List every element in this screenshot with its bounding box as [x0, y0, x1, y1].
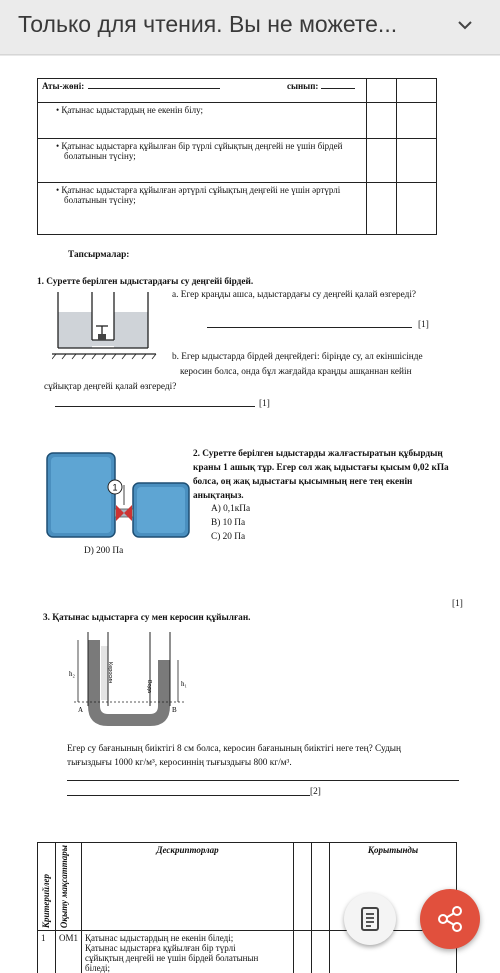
- chevron-down-icon[interactable]: [454, 14, 476, 36]
- row-code: OM1: [56, 931, 82, 973]
- share-icon: [436, 905, 464, 933]
- row-descriptors: Қатынас ыдыстардың не екенін біледі; Қатынас ыдыстарға құйылған бір түрлі сұйықтың деңгейі не үшін бірдей болатынын біледі;: [82, 931, 294, 973]
- banner-title: Только для чтения. Вы не можете...: [18, 11, 398, 37]
- read-only-banner: [0, 0, 500, 55]
- tasks-heading: Тапсырмалар:: [68, 250, 130, 260]
- criteria-header: Критерийлер: [38, 843, 56, 931]
- name-label: Аты-жөні:: [42, 81, 85, 91]
- kerosene-label: Керосин: [107, 662, 113, 684]
- points-header: Қорытынды: [330, 843, 457, 931]
- q2-line1: 2. Суретте берілген ыдыстарды жалғастыратын құбырдың: [193, 449, 443, 459]
- goal-1: • Қатынас ыдыстардың не екенін білу;: [38, 103, 367, 139]
- name-class-cell: [38, 79, 367, 103]
- q1a-score: [1]: [418, 320, 429, 330]
- criteria-table: [37, 842, 457, 973]
- class-label: сынып:: [286, 81, 319, 91]
- q1b-score: [1]: [259, 399, 270, 409]
- q1-title: 1. Суретте берілген ыдыстардағы су деңгейі бірдей.: [37, 277, 254, 287]
- point-b-label: B: [172, 706, 177, 714]
- water-label: Вода: [146, 680, 152, 693]
- point-a-label: A: [78, 706, 84, 714]
- answer-line-q1b: [55, 406, 255, 407]
- h2-label: h₂: [69, 670, 75, 678]
- header-table: [37, 78, 437, 235]
- q2-vessels-figure: [44, 447, 192, 545]
- q3-text-line2: тығыздығы 1000 кг/м³, керосиннің тығыздығы 800 кг/м³.: [67, 758, 292, 768]
- q2-option-a: A) 0,1кПа: [211, 504, 251, 514]
- q1-vessels-figure: [52, 290, 160, 360]
- q2-line2: краны 1 ашық тұр. Егер сол жақ ыдыстағы қысым 0,02 кПа: [193, 463, 449, 473]
- answer-line-q3a: [67, 780, 459, 781]
- q3-text-line1: Егер су бағанының биіктігі 8 см болса, керосин бағанының биіктігі неге тең? Судың: [67, 744, 402, 754]
- row-number: 1: [38, 931, 56, 973]
- q2-line4: анықтаңыз.: [193, 491, 244, 501]
- goal-2: • Қатынас ыдыстарға құйылған бір түрлі сұйықтың деңгейі не үшін бірдей болатынын түсіну;: [38, 139, 367, 183]
- answer-line-q1a: [207, 327, 412, 328]
- q1-part-b-line2: керосин болса, онда бұл жағдайда краңды ашқаннан кейін: [180, 367, 412, 377]
- share-button[interactable]: [420, 889, 480, 949]
- q2-option-d: D) 200 Па: [84, 546, 124, 556]
- q3-score: [2]: [310, 787, 321, 797]
- valve-label: 1: [112, 482, 118, 493]
- q3-title: 3. Қатынас ыдыстарға су мен керосин құйылған.: [43, 613, 251, 623]
- document-list-icon: [360, 907, 380, 931]
- q1-part-b-line1: b. Егер ыдыстарда бірдей деңгейдегі: біріңде су, ал екіншісінде: [172, 352, 423, 362]
- h1-label: h₁: [181, 680, 187, 688]
- q3-u-tube-figure: [64, 630, 194, 730]
- answer-line-q3b: [67, 795, 310, 796]
- q2-option-c: C) 20 Па: [211, 532, 246, 542]
- q1-part-b-line3: сұйықтар деңгейі қалай өзгереді?: [44, 382, 177, 392]
- q1-part-a: a. Егер краңды ашса, ыдыстардағы су деңгейі қалай өзгереді?: [172, 290, 417, 300]
- q2-option-b: B) 10 Па: [211, 518, 246, 528]
- goal-3: • Қатынас ыдыстарға құйылған әртүрлі сұйықтың деңгейі не үшін әртүрлі болатынын түсіну;: [38, 183, 367, 235]
- goals-header: Оқыту мақсаттары: [56, 843, 82, 931]
- descriptors-header: Дескрипторлар: [82, 843, 294, 931]
- q2-score: [1]: [452, 599, 463, 609]
- document-list-button[interactable]: [344, 893, 396, 945]
- q2-line3: болса, оң жақ ыдыстағы қысымның неге тең екенін: [193, 477, 413, 487]
